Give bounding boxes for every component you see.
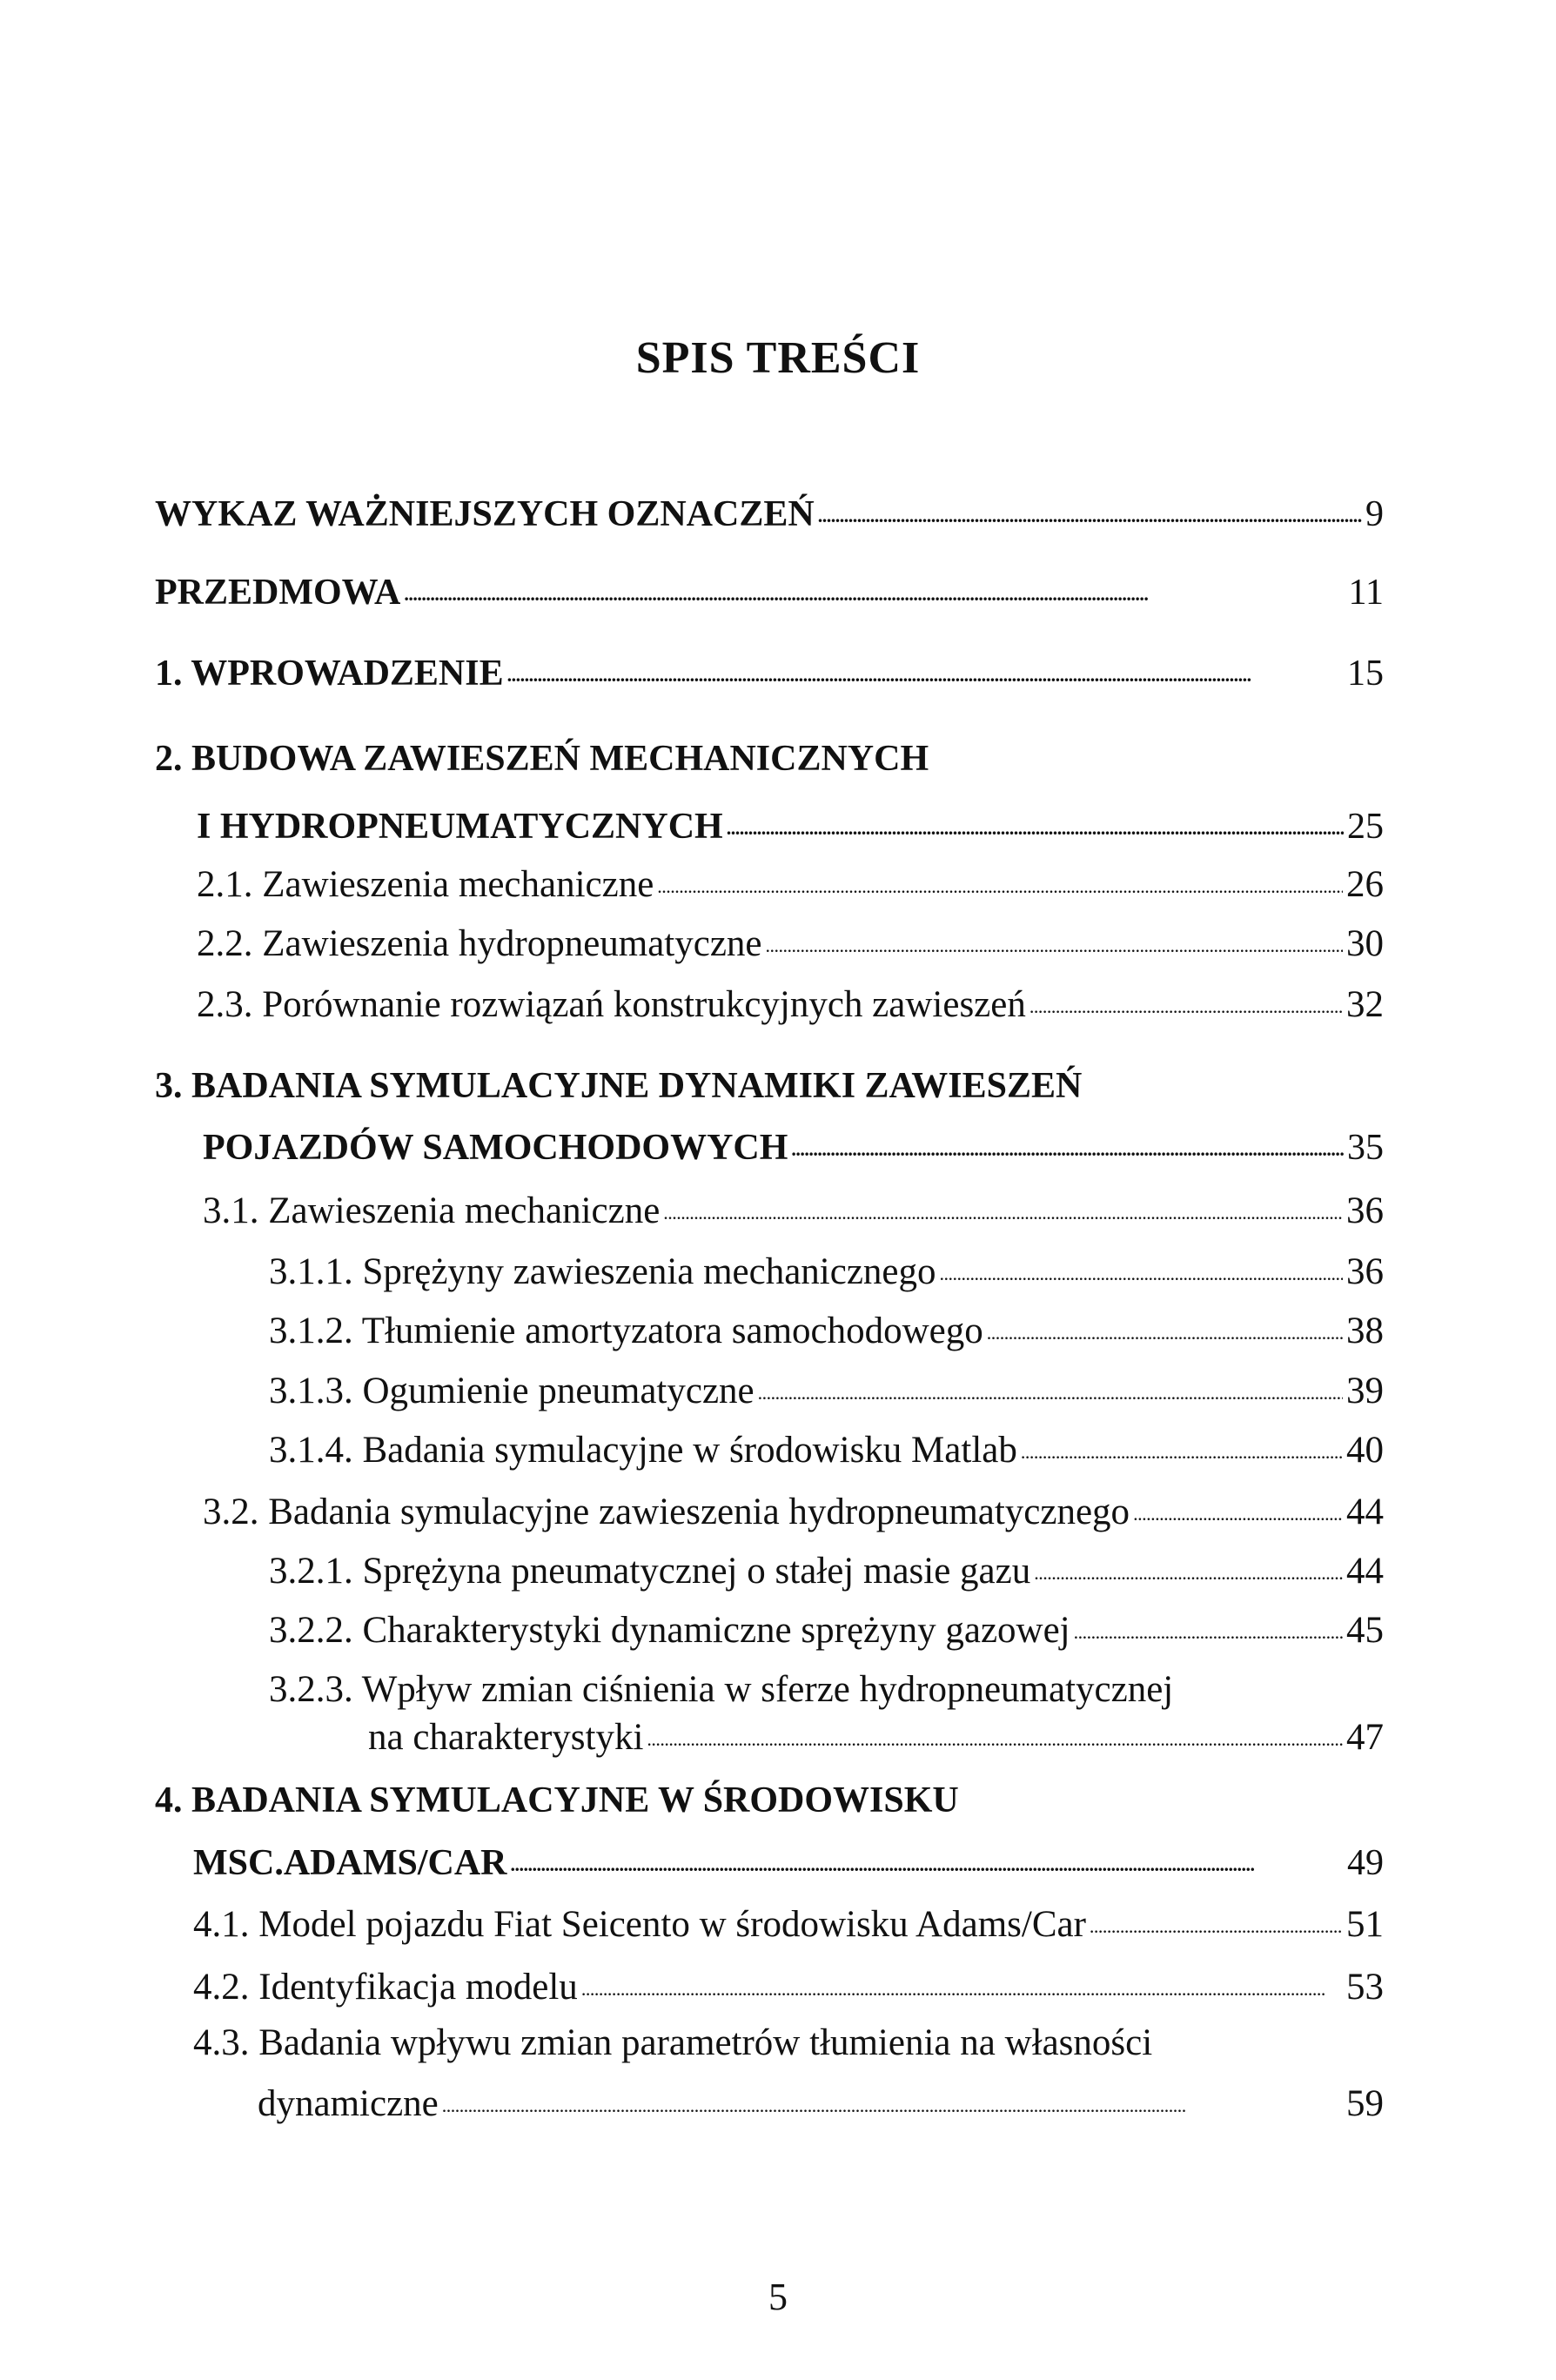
toc-entry-title: 3.2.2. Charakterystyki dynamiczne sprężyny gazowej: [269, 1610, 1070, 1651]
toc-entry-title: WYKAZ WAŻNIEJSZYCH OZNACZEŃ: [155, 494, 815, 534]
toc-entry-chapter-2: [197, 808, 1384, 845]
toc-entry-3-1-2: [269, 1312, 1384, 1350]
toc-entry-title: 4.1. Model pojazdu Fiat Seicento w środowisku Adams/Car: [193, 1904, 1086, 1945]
toc-entry-page: 40: [1346, 1430, 1384, 1471]
dot-leader: [647, 1742, 1343, 1749]
page-title: SPIS TREŚCI: [635, 333, 921, 383]
toc-chapter-4-title-line1: 4. BADANIA SYMULACYJNE W ŚRODOWISKU: [155, 1780, 959, 1820]
toc-entry-page: 36: [1346, 1251, 1384, 1292]
toc-entry-title: 4.2. Identyfikacja modelu: [193, 1967, 578, 2008]
dot-leader: [727, 831, 1344, 838]
toc-entry-3-1-3: [269, 1372, 1384, 1410]
toc-entry-title: PRZEDMOWA: [155, 573, 401, 613]
toc-entry-title: 3.1.4. Badania symulacyjne w środowisku Matlab: [269, 1430, 1017, 1471]
toc-entry-chapter-4: [193, 1845, 1384, 1881]
toc-chapter-3-title-line1: 3. BADANIA SYMULACYJNE DYNAMIKI ZAWIESZEŃ: [155, 1066, 1083, 1106]
toc-entry-page: 35: [1347, 1128, 1384, 1168]
toc-entry-page: 32: [1346, 984, 1384, 1025]
toc-entry-page: 15: [1347, 654, 1384, 694]
toc-entry-page: 49: [1347, 1843, 1384, 1883]
toc-entry-page: 44: [1346, 1551, 1384, 1592]
toc-entry-title: 3.1.1. Sprężyny zawieszenia mechanicznego: [269, 1251, 936, 1292]
toc-entry-chapter-3: [203, 1130, 1384, 1166]
toc-entry-title: 3.2. Badania symulacyjne zawieszenia hydropneumatycznego: [203, 1492, 1130, 1532]
toc-entry-page: 59: [1346, 2083, 1384, 2124]
dot-leader: [1034, 1576, 1343, 1583]
toc-entry-page: 44: [1346, 1492, 1384, 1532]
toc-entry-page: 30: [1346, 923, 1384, 964]
toc-entry-title: 3.1.2. Tłumienie amortyzatora samochodowego: [269, 1311, 983, 1351]
dot-leader: [657, 889, 1343, 896]
toc-entry-title: 3.1. Zawieszenia mechaniczne: [203, 1190, 661, 1231]
toc-entry-page: 47: [1346, 1717, 1384, 1758]
toc-entry-2-3: [197, 986, 1384, 1023]
dot-leader: [1021, 1455, 1343, 1462]
toc-entry-page: 26: [1346, 864, 1384, 905]
toc-entry-page: 11: [1348, 573, 1384, 613]
toc-entry-title: na charakterystyki: [368, 1717, 644, 1758]
toc-entry-3-1-4: [269, 1431, 1384, 1469]
dot-leader: [404, 597, 1345, 604]
toc-entry-3-2-2: [269, 1612, 1384, 1649]
dot-leader: [581, 1992, 1343, 1999]
dot-leader: [987, 1336, 1343, 1343]
toc-entry-page: 45: [1346, 1610, 1384, 1651]
toc-entry-title: dynamiczne: [258, 2083, 439, 2124]
dot-leader: [940, 1277, 1343, 1284]
dot-leader: [818, 519, 1362, 526]
toc-entry-3-1: [203, 1192, 1384, 1230]
dot-leader: [766, 949, 1343, 955]
toc-entry-4-3-line1: 4.3. Badania wpływu zmian parametrów tłumienia na własności: [193, 2022, 1153, 2063]
toc-entry-page: 53: [1346, 1967, 1384, 2008]
dot-leader: [511, 1867, 1345, 1874]
toc-entry-3-2: [203, 1493, 1384, 1531]
toc-entry-4-3: [258, 2085, 1384, 2122]
toc-entry-page: 9: [1365, 494, 1384, 534]
dot-leader: [1030, 1009, 1343, 1016]
toc-entry-title: I HYDROPNEUMATYCZNYCH: [197, 807, 723, 847]
dot-leader: [791, 1152, 1344, 1159]
toc-entry-chapter-1: [155, 655, 1384, 692]
toc-entry-wykaz: [155, 496, 1384, 533]
dot-leader: [442, 2108, 1343, 2115]
toc-entry-4-1: [193, 1906, 1384, 1943]
toc-entry-page: 36: [1346, 1190, 1384, 1231]
toc-entry-3-2-1: [269, 1552, 1384, 1590]
toc-entry-title: 1. WPROWADZENIE: [155, 654, 504, 694]
toc-entry-2-2: [197, 925, 1384, 962]
toc-entry-4-2: [193, 1968, 1384, 2006]
toc-entry-page: 38: [1346, 1311, 1384, 1351]
dot-leader: [507, 678, 1344, 685]
toc-entry-2-1: [197, 866, 1384, 903]
dot-leader: [1074, 1635, 1343, 1642]
dot-leader: [663, 1216, 1343, 1223]
dot-leader: [1090, 1929, 1343, 1936]
dot-leader: [758, 1396, 1343, 1403]
page-number: 5: [768, 2276, 788, 2318]
toc-entry-title: 2.3. Porównanie rozwiązań konstrukcyjnych zawieszeń: [197, 984, 1026, 1025]
toc-chapter-2-title-line1: 2. BUDOWA ZAWIESZEŃ MECHANICZNYCH: [155, 739, 929, 779]
toc-entry-3-2-3: [368, 1719, 1384, 1756]
toc-entry-3-2-3-line1: 3.2.3. Wpływ zmian ciśnienia w sferze hydropneumatycznej: [269, 1669, 1174, 1710]
toc-entry-page: 39: [1346, 1371, 1384, 1411]
toc-entry-title: 3.2.1. Sprężyna pneumatycznej o stałej masie gazu: [269, 1551, 1031, 1592]
toc-entry-page: 51: [1346, 1904, 1384, 1945]
toc-entry-3-1-1: [269, 1253, 1384, 1291]
toc-entry-title: POJAZDÓW SAMOCHODOWYCH: [203, 1128, 788, 1168]
toc-entry-page: 25: [1347, 807, 1384, 847]
toc-entry-przedmowa: [155, 574, 1384, 611]
dot-leader: [1133, 1517, 1343, 1524]
toc-entry-title: 2.1. Zawieszenia mechaniczne: [197, 864, 654, 905]
toc-entry-title: MSC.ADAMS/CAR: [193, 1843, 507, 1883]
toc-entry-title: 3.1.3. Ogumienie pneumatyczne: [269, 1371, 755, 1411]
toc-entry-title: 2.2. Zawieszenia hydropneumatyczne: [197, 923, 762, 964]
